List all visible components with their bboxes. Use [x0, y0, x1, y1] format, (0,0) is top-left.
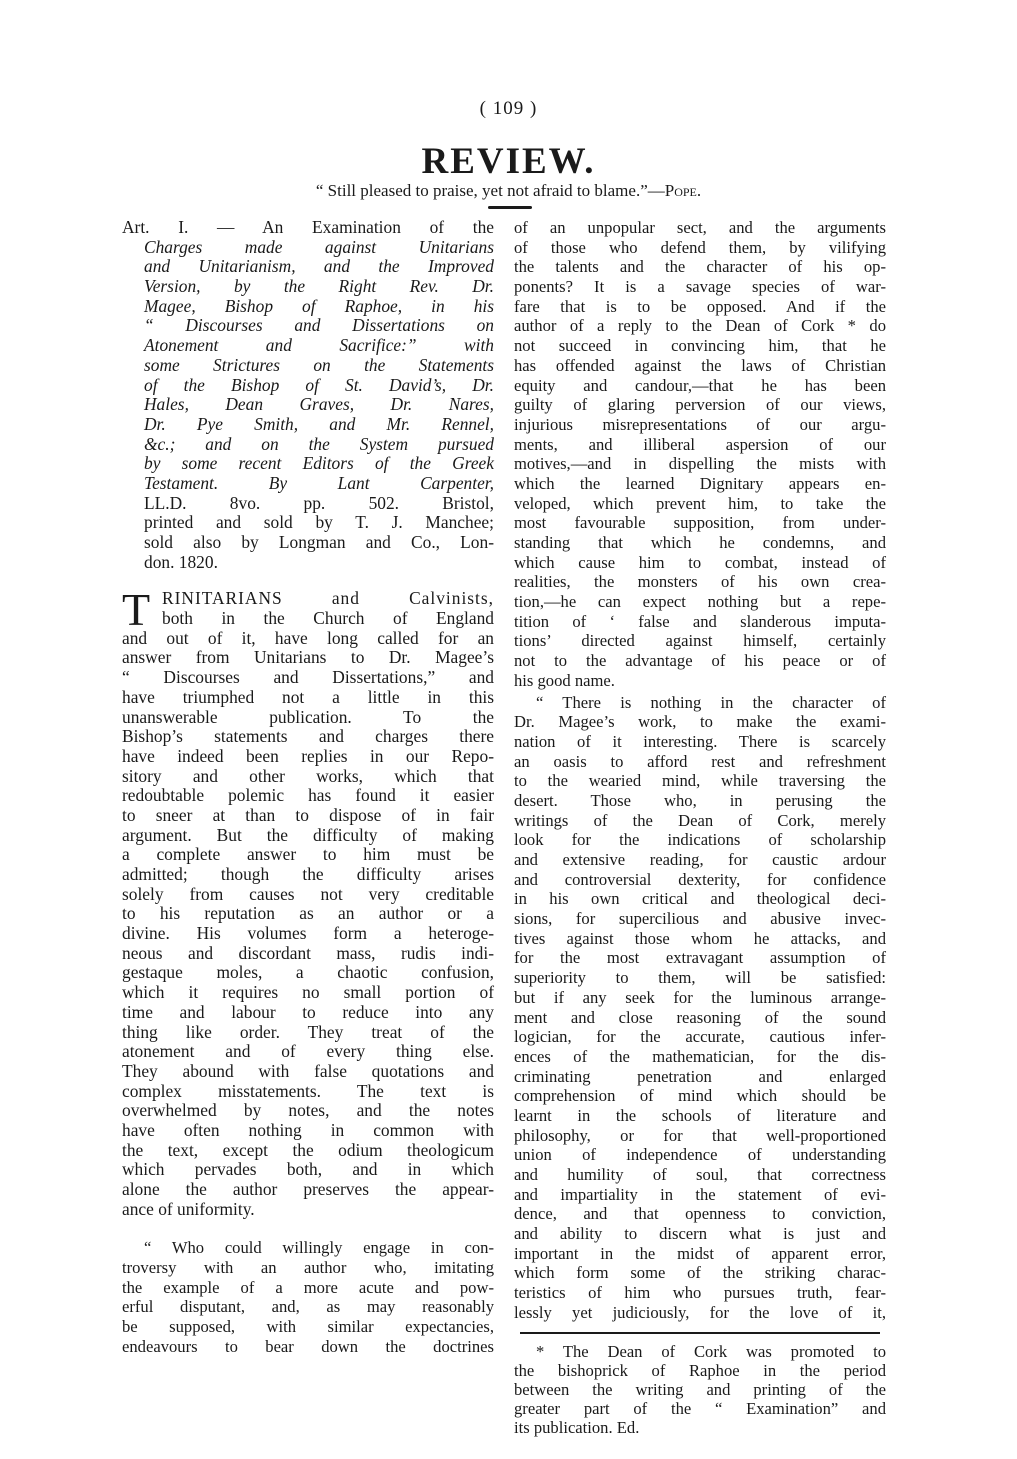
- text-line: have indeed been replies in our Repo-: [122, 745, 494, 766]
- text-line: tition of ‘ false and slanderous imputa-: [514, 611, 886, 631]
- text-line: learnt in the schools of literature and: [514, 1105, 886, 1125]
- text-line: Dr. Pye Smith, and Mr. Rennel,: [144, 413, 494, 434]
- text-line: the bishoprick of Raphoe in the period: [514, 1360, 886, 1380]
- text-line: and ability to discern what is just and: [514, 1224, 886, 1244]
- text-line: of the Bishop of St. David’s, Dr.: [144, 374, 494, 395]
- text-line: gestaque moles, a chaotic confusion,: [122, 962, 494, 983]
- text-line: sitory and other works, which that: [122, 765, 494, 786]
- text-line: to the wearied mind, while traversing the: [514, 771, 886, 791]
- footnote: [514, 1342, 886, 1437]
- text-line: veloped, which prevent him, to take the: [514, 493, 886, 513]
- text-line: Bishop’s statements and charges there: [122, 726, 494, 747]
- text-line: greater part of the “ Examination” and: [514, 1398, 886, 1418]
- text-line: and extensive reading, for caustic ardour: [514, 850, 886, 869]
- text-line: Charges made against Unitarians: [144, 236, 494, 257]
- text-line: desert. Those who, in perusing the: [514, 790, 886, 810]
- text-line: the text, except the odium theologicum: [122, 1139, 494, 1160]
- text-line: alone the author preserves the appear-: [122, 1179, 494, 1199]
- text-line: nation of it interesting. There is scarcely: [514, 731, 886, 751]
- body-paragraph: [122, 584, 494, 1219]
- text-line: logician, for the accurate, cautious infer-: [514, 1027, 886, 1047]
- text-line: and impartiality in the statement of evi-: [514, 1184, 886, 1204]
- text-line: has offended against the laws of Christian: [514, 355, 886, 375]
- text-line: of those who defend them, by vilifying: [514, 237, 886, 257]
- text-line: &c.; and on the System pursued: [144, 433, 494, 454]
- text-line: sions, for supercilious and abusive invec-: [514, 909, 886, 929]
- text-line: neous and discordant mass, rudis indi-: [122, 942, 494, 963]
- text-line: for the most extravagant assumption of: [514, 948, 886, 968]
- text-line: injurious misrepresentations of our argu-: [514, 414, 886, 434]
- text-line: not to the advantage of his peace or of: [514, 651, 886, 671]
- text-line: fare that is to be opposed. And if the: [514, 296, 886, 316]
- text-line: between the writing and printing of the: [514, 1379, 886, 1399]
- text-line: overwhelmed by notes, and the notes: [122, 1100, 494, 1121]
- motto-text: “ Still pleased to praise, yet not afraid to blame.”—: [315, 181, 665, 200]
- text-line: by some recent Editors of the Greek: [144, 453, 494, 474]
- text-line: argument. But the difficulty of making: [122, 824, 494, 845]
- text-line: complex misstatements. The text is: [122, 1080, 494, 1101]
- text-line: standing that which he condemns, and: [514, 533, 886, 552]
- text-line: ponents? It is a savage species of war-: [514, 277, 886, 297]
- text-line: the example of a more acute and pow-: [122, 1277, 494, 1297]
- text-line: superiority to them, will be satisfied:: [514, 968, 886, 988]
- text-line: “ There is nothing in the character of: [536, 692, 886, 712]
- text-line: tions’ directed against himself, certainly: [514, 631, 886, 651]
- text-line: look for the indications of scholarship: [514, 830, 886, 850]
- text-line: of an unpopular sect, and the arguments: [514, 218, 886, 237]
- text-line: erful disputant, and, as may reasonably: [122, 1297, 494, 1317]
- text-line: endeavours to bear down the doctrines: [122, 1336, 494, 1356]
- text-line: admitted; though the difficulty arises: [122, 864, 494, 884]
- text-line: solely from causes not very creditable: [122, 883, 494, 904]
- text-line: be supposed, with similar expectancies,: [122, 1317, 494, 1337]
- text-line: “ Discourses and Dissertations,” and: [122, 667, 494, 688]
- text-line: ences of the mathematician, for the dis-: [514, 1046, 886, 1066]
- text-line: Dr. Magee’s work, to make the exami-: [514, 712, 886, 732]
- text-line: have often nothing in common with: [122, 1119, 494, 1140]
- text-line: Testament. By Lant Carpenter,: [144, 472, 494, 493]
- text-line: don. 1820.: [144, 551, 218, 572]
- drop-cap: T: [122, 584, 151, 636]
- second-paragraph: [514, 693, 886, 1323]
- text-line: which it requires no small portion of: [122, 982, 494, 1003]
- text-line: guilty of glaring perversion of our views,: [514, 395, 886, 415]
- text-line: Art. I. — An Examination of the: [122, 217, 494, 237]
- text-line: some Strictures on the Statements: [144, 354, 494, 375]
- text-line: dence, and that openness to conviction,: [514, 1204, 886, 1224]
- text-line: ment and close reasoning of the sound: [514, 1007, 886, 1027]
- text-line: his good name.: [514, 670, 615, 690]
- text-line: Magee, Bishop of Raphoe, in his: [144, 295, 494, 316]
- text-line: important in the midst of apparent error,: [514, 1243, 886, 1263]
- text-line: thing like order. They treat of the: [122, 1021, 494, 1042]
- text-line: “ Who could willingly engage in con-: [144, 1238, 494, 1258]
- text-line: and out of it, have long called for an: [122, 627, 494, 648]
- text-line: RINITARIANS and Calvinists,: [162, 588, 494, 609]
- text-line: Atonement and Sacrifice:” with: [144, 335, 494, 356]
- text-line: comprehension of mind which should be: [514, 1086, 886, 1106]
- text-line: and humility of soul, that correctness: [514, 1165, 886, 1184]
- text-line: They abound with false quotations and: [122, 1060, 494, 1081]
- text-line: Hales, Dean Graves, Dr. Nares,: [144, 394, 494, 415]
- text-line: equity and candour,—that he has been: [514, 375, 886, 395]
- quote-paragraph: [122, 1238, 494, 1356]
- footnote-divider: [520, 1332, 880, 1334]
- text-line: but if any seek for the luminous arrange-: [514, 987, 886, 1007]
- text-line: have triumphed not a little in this: [122, 686, 494, 707]
- text-line: its publication. Ed.: [514, 1417, 640, 1437]
- text-line: and controversial dexterity, for confidence: [514, 869, 886, 889]
- text-line: printed and sold by T. J. Manchee;: [144, 512, 494, 533]
- text-line: answer from Unitarians to Dr. Magee’s: [122, 647, 494, 668]
- text-line: the talents and the character of his op-: [514, 257, 886, 277]
- text-line: which the learned Dignitary appears en-: [514, 473, 886, 493]
- text-line: most favourable supposition, from under-: [514, 513, 886, 533]
- text-line: lessly yet judiciously, for the love of it,: [514, 1302, 886, 1322]
- right-column: [514, 218, 886, 1437]
- text-line: criminating penetration and enlarged: [514, 1066, 886, 1086]
- text-line: an oasis to afford rest and refreshment: [514, 751, 886, 771]
- motto: [0, 181, 1017, 201]
- text-line: author of a reply to the Dean of Cork * do: [514, 316, 886, 336]
- continued-paragraph: [514, 218, 886, 691]
- text-line: motives,—and in dispelling the mists with: [514, 454, 886, 474]
- text-line: troversy with an author who, imitating: [122, 1258, 494, 1278]
- text-line: teristics of him who pursues truth, fear-: [514, 1283, 886, 1303]
- text-line: realities, the monsters of his own crea-: [514, 572, 886, 592]
- text-line: Version, by the Right Rev. Dr.: [144, 276, 494, 297]
- text-line: writings of the Dean of Cork, merely: [514, 810, 886, 830]
- text-line: which form some of the striking charac-: [514, 1263, 886, 1283]
- text-line: union of independence of understanding: [514, 1145, 886, 1165]
- text-line: tion,—he can expect nothing but a repe-: [514, 592, 886, 612]
- text-line: tives against those whom he attacks, and: [514, 928, 886, 948]
- text-line: and Unitarianism, and the Improved: [144, 256, 494, 277]
- text-line: ance of uniformity.: [122, 1198, 255, 1219]
- text-line: “ Discourses and Dissertations on: [144, 315, 494, 336]
- text-line: not succeed in convincing him, that he: [514, 336, 886, 356]
- text-line: atonement and of every thing else.: [122, 1041, 494, 1062]
- article-heading: [122, 218, 494, 572]
- text-line: unanswerable publication. To the: [122, 706, 494, 727]
- text-line: a complete answer to him must be: [122, 844, 494, 865]
- text-line: philosophy, or for that well-proportioned: [514, 1125, 886, 1145]
- text-line: which cause him to combat, instead of: [514, 552, 886, 572]
- left-column: [122, 218, 494, 1357]
- text-line: * The Dean of Cork was promoted to: [536, 1341, 886, 1361]
- text-line: both in the Church of England: [162, 608, 494, 629]
- page-number: ( 109 ): [479, 98, 538, 119]
- text-line: which pervades both, and in which: [122, 1159, 494, 1180]
- title-divider: [488, 206, 532, 209]
- text-line: in his own critical and theological deci-: [514, 889, 886, 909]
- text-line: time and labour to reduce into any: [122, 1001, 494, 1022]
- text-line: LL.D. 8vo. pp. 502. Bristol,: [144, 492, 494, 513]
- text-line: to sneer at than to dispose of in fair: [122, 804, 494, 825]
- text-line: divine. His volumes form a heteroge-: [122, 923, 494, 944]
- text-line: redoubtable polemic has found it easier: [122, 785, 494, 806]
- motto-author: Pope.: [664, 181, 702, 200]
- text-line: ments, and illiberal aspersion of our: [514, 434, 886, 454]
- text-line: to his reputation as an author or a: [122, 903, 494, 924]
- page-title: REVIEW.: [421, 141, 596, 182]
- text-line: sold also by Longman and Co., Lon-: [144, 532, 494, 552]
